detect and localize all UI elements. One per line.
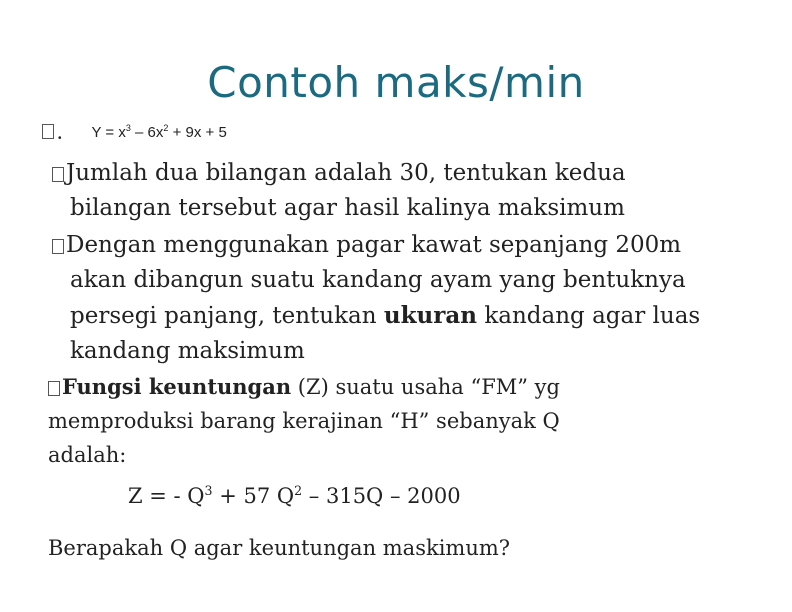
- question-text: Berapakah Q agar keuntungan maskimum?: [48, 536, 511, 560]
- bullet-box-icon: [48, 381, 60, 396]
- equation-z: Z = - $Q^3 + 57$ $Q^2 - 315Q - 2000$: [128, 483, 461, 508]
- bullet-box-icon: [42, 124, 54, 139]
- bullet-box-icon: [52, 167, 64, 182]
- bullet-fungsi-keuntungan: Fungsi keuntungan (Z) suatu usaha “FM” yg memproduksi barang kerajinan “H” sebanyak Q adalah:: [48, 374, 560, 467]
- bullet-dot-icon: •: [58, 133, 62, 144]
- bullet-equation-y: $_•$ $Y = x^3 - 6x^2 + 9x + 5$: [42, 124, 227, 141]
- bullet-jumlah-dua-bilangan: Jumlah dua bilangan adalah 30, tentukan kedua bilangan tersebut agar hasil kalinya maksimum: [52, 156, 626, 226]
- bullet-box-icon: [52, 239, 64, 254]
- slide-title: Contoh maks/min: [207, 58, 585, 107]
- bullet-pagar-kawat: Dengan menggunakan pagar kawat sepanjang 200m akan dibangun suatu kandang ayam yang bentuknya persegi panjang, tentukan ukuran kandang agar luas kandang maksimum: [52, 228, 700, 369]
